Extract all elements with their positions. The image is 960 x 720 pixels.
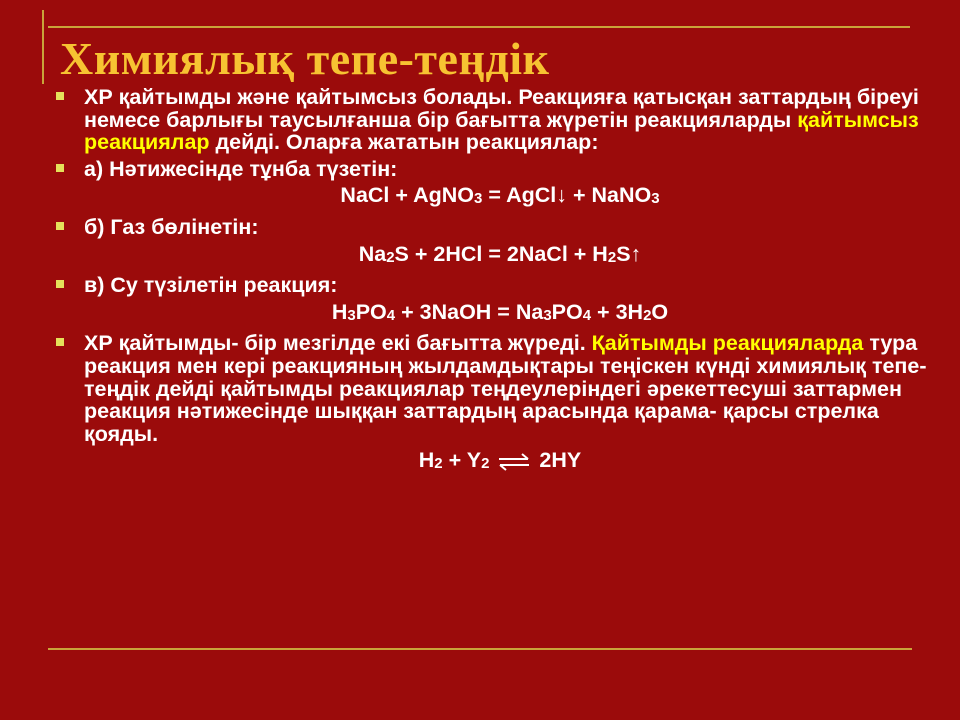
- equation-gas: $Na_2S + 2HCl$ = 2NaCl + $H_2S↑$: [358, 241, 642, 266]
- bullet-irreversible: ХР қайтымды және қайтымсыз болады. Реакцияға қатысқан заттардың біреуі немесе барлығы таусылғанша бір бағытта жүретін реакцияларды қайтымсыз реакциялар дейді. Оларға жататын реакциялар:: [50, 86, 950, 154]
- highlight-irreversible: қайтымсыз реакциялар: [84, 107, 919, 155]
- slide-title: Химиялық тепе-теңдік: [60, 33, 550, 84]
- reversible-arrow-icon: [497, 453, 531, 471]
- decor-bottom-line: [48, 648, 912, 650]
- decor-top-line: [48, 26, 910, 28]
- bullet-reversible: ХР қайтымды- бір мезгілде екі бағытта жүреді. Қайтымды реакцияларда тура реакция мен кері реакцияның жылдамдықтары теңіскен күнді химиялық тепе- теңдік дейді қайтымды реакциялар теңдеулеріндегі әрекеттесуші заттармен реакция нәтижесінде шыққан заттардың арасында қарама- қарсы стрелка қояды.: [50, 332, 950, 445]
- slide-content: [50, 86, 950, 481]
- bullet-gas: б) Газ бөлінетін:: [50, 216, 950, 239]
- highlight-reversible: Қайтымды реакцияларда: [591, 331, 864, 356]
- equation-precipitate: NaCl + AgNO$_3$ = AgCl↓ + NaNO$_3$: [340, 183, 660, 208]
- bullet-square-icon: [56, 164, 64, 172]
- bullet-square-icon: [56, 222, 64, 230]
- bullet-square-icon: [56, 92, 64, 100]
- bullet-square-icon: [56, 280, 64, 288]
- bullet-water: в) Су түзілетін реакция:: [50, 274, 950, 297]
- equation-water: $H_3PO_4$ + 3NaOH = $Na_3PO_4 + 3H_2O$: [331, 299, 669, 324]
- bullet-square-icon: [56, 338, 64, 346]
- bullet-precipitate: а) Нәтижесінде тұнба түзетін:: [50, 158, 950, 181]
- equation-reversible: $H_2 + Y_2$ 2HY: [418, 448, 582, 473]
- decor-vertical-line: [42, 10, 44, 84]
